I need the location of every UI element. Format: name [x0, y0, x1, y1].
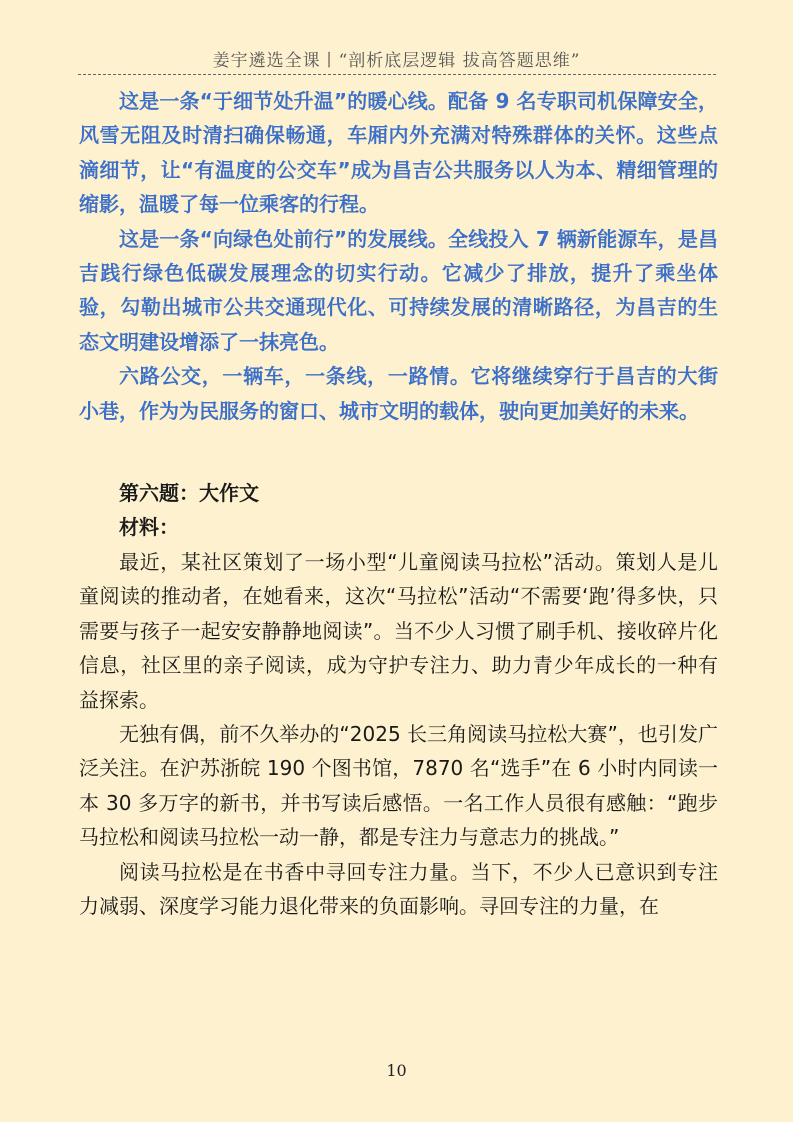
essay-paragraph: 这是一条“于细节处升温”的暖心线。配备 9 名专职司机保障安全，风雪无阻及时清扫确保畅通，车厢内外充满对特殊群体的关怀。这些点滴细节，让“有温度的公交车”成为昌吉公共服务以人为本、精细管理的缩影，温暖了每一位乘客的行程。 [79, 89, 718, 217]
essay-excerpt [79, 84, 718, 428]
material-paragraph: 阅读马拉松是在书香中寻回专注力量。当下，不少人已意识到专注力减弱、深度学习能力退化带来的负面影响。寻回专注的力量，在 [79, 859, 718, 918]
material-paragraph: 最近，某社区策划了一场小型“儿童阅读马拉松”活动。策划人是儿童阅读的推动者，在她看来，这次“马拉松”活动“不需要‘跑’得多快，只需要与孩子一起安安静静地阅读”。当不少人习惯了刷手机、接收碎片化信息，社区里的亲子阅读，成为守护专注力、助力青少年成长的一种有益探索。 [79, 549, 718, 712]
page-number: 10 [386, 1061, 407, 1080]
section-title: 第六题：大作文 [119, 481, 259, 506]
material-paragraph: 无独有偶，前不久举办的“2025 长三角阅读马拉松大赛”，也引发广泛关注。在沪苏浙皖 190 个图书馆，7870 名“选手”在 6 小时内同读一本 30 多万字的新书，并书写读后感悟。一名工作人员很有感触：“跑步马拉松和阅读马拉松一动一静，都是专注力与意志力的挑战。” [79, 721, 718, 850]
header-divider [78, 74, 716, 75]
question-section [79, 476, 718, 923]
page-content [79, 84, 718, 923]
essay-paragraph: 这是一条“向绿色处前行”的发展线。全线投入 7 辆新能源车，是昌吉践行绿色低碳发展理念的切实行动。它减少了排放，提升了乘坐体验，勾勒出城市公共交通现代化、可持续发展的清晰路径，为昌吉的生态文明建设增添了一抹亮色。 [79, 226, 718, 354]
material-label: 材料： [119, 515, 179, 540]
essay-paragraph: 六路公交，一辆车，一条线，一路情。它将继续穿行于昌吉的大街小巷，作为为民服务的窗口、城市文明的载体，驶向更加美好的未来。 [79, 364, 718, 423]
page-header: 姜宇遴选全课丨“剖析底层逻辑 拔高答题思维” [212, 51, 581, 71]
